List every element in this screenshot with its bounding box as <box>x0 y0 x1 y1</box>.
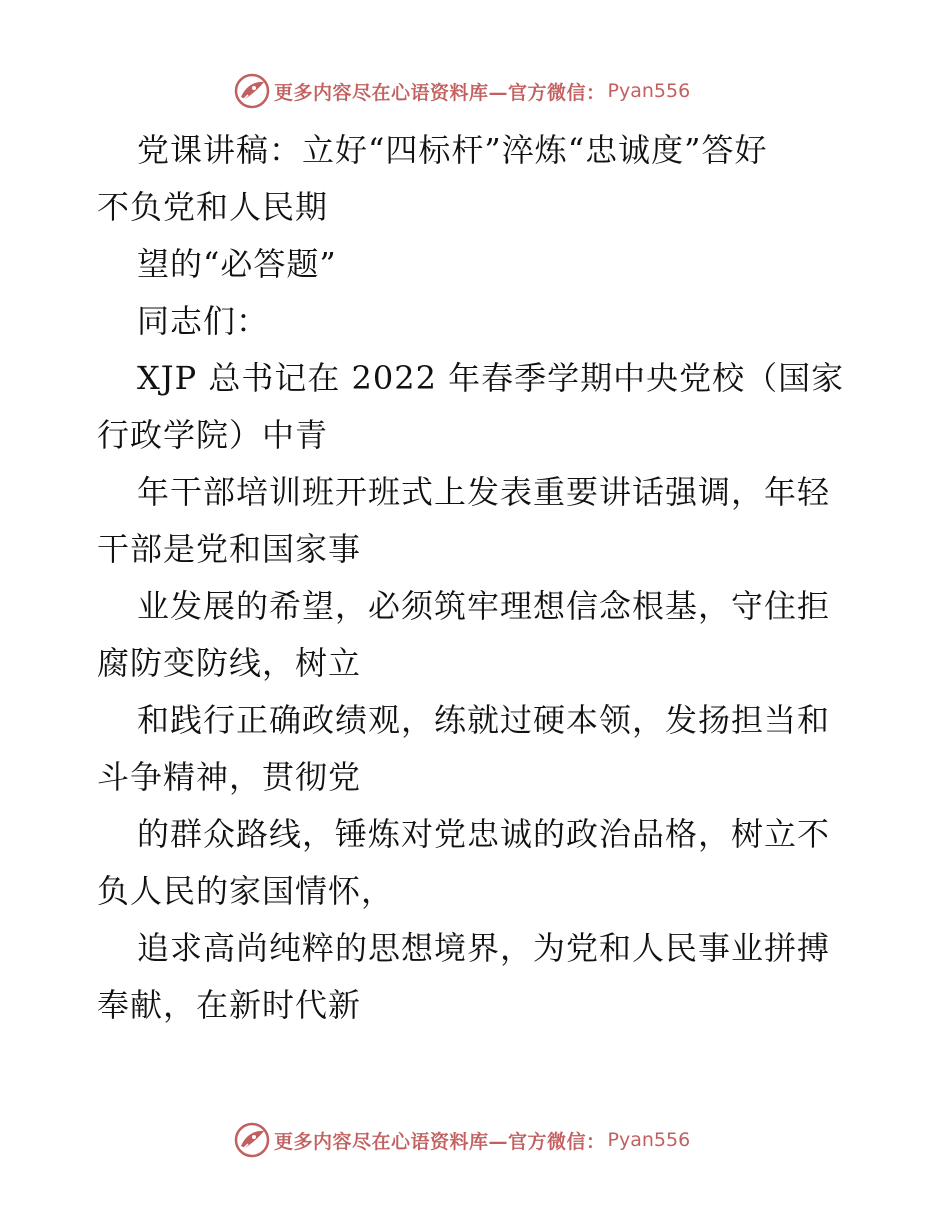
watermark-text: 更多内容尽在心语资料库—官方微信： <box>274 1130 606 1153</box>
doc-text-line: 斗争精神，贯彻党 <box>97 758 362 796</box>
doc-text-line: 负人民的家国情怀， <box>97 872 395 910</box>
footer-watermark <box>234 1120 690 1160</box>
doc-text-line: 的群众路线，锤炼对党忠诚的政治品格，树立不 <box>137 815 831 853</box>
pen-nib-icon <box>234 1122 270 1158</box>
document-body <box>97 122 857 1034</box>
doc-title-line-3: 望的“必答题” <box>137 245 337 283</box>
watermark-wechat-id: Pyan556 <box>607 1129 691 1151</box>
watermark-wechat-id: Pyan556 <box>607 80 691 102</box>
doc-title-line-2: 不负党和人民期 <box>97 188 329 226</box>
watermark-text: 更多内容尽在心语资料库—官方微信： <box>274 81 606 104</box>
header-watermark <box>234 71 690 111</box>
doc-text-line: 干部是党和国家事 <box>97 530 362 568</box>
doc-salutation: 同志们： <box>137 302 270 340</box>
doc-title-line-1: 党课讲稿：立好“四标杆”淬炼“忠诚度”答好 <box>137 131 768 169</box>
doc-text-line: XJP 总书记在 2022 年春季学期中央党校（国家 <box>137 359 845 397</box>
pen-nib-icon <box>234 73 270 109</box>
doc-text-line: 奉献，在新时代新 <box>97 986 362 1024</box>
doc-text-line: 业发展的希望，必须筑牢理想信念根基，守住拒 <box>137 587 831 625</box>
doc-text-line: 年干部培训班开班式上发表重要讲话强调，年轻 <box>137 473 831 511</box>
doc-text-line: 行政学院）中青 <box>97 416 329 454</box>
doc-text-line: 和践行正确政绩观，练就过硬本领，发扬担当和 <box>137 701 831 739</box>
doc-text-line: 追求高尚纯粹的思想境界，为党和人民事业拼搏 <box>137 929 831 967</box>
doc-text-line: 腐防变防线，树立 <box>97 644 362 682</box>
